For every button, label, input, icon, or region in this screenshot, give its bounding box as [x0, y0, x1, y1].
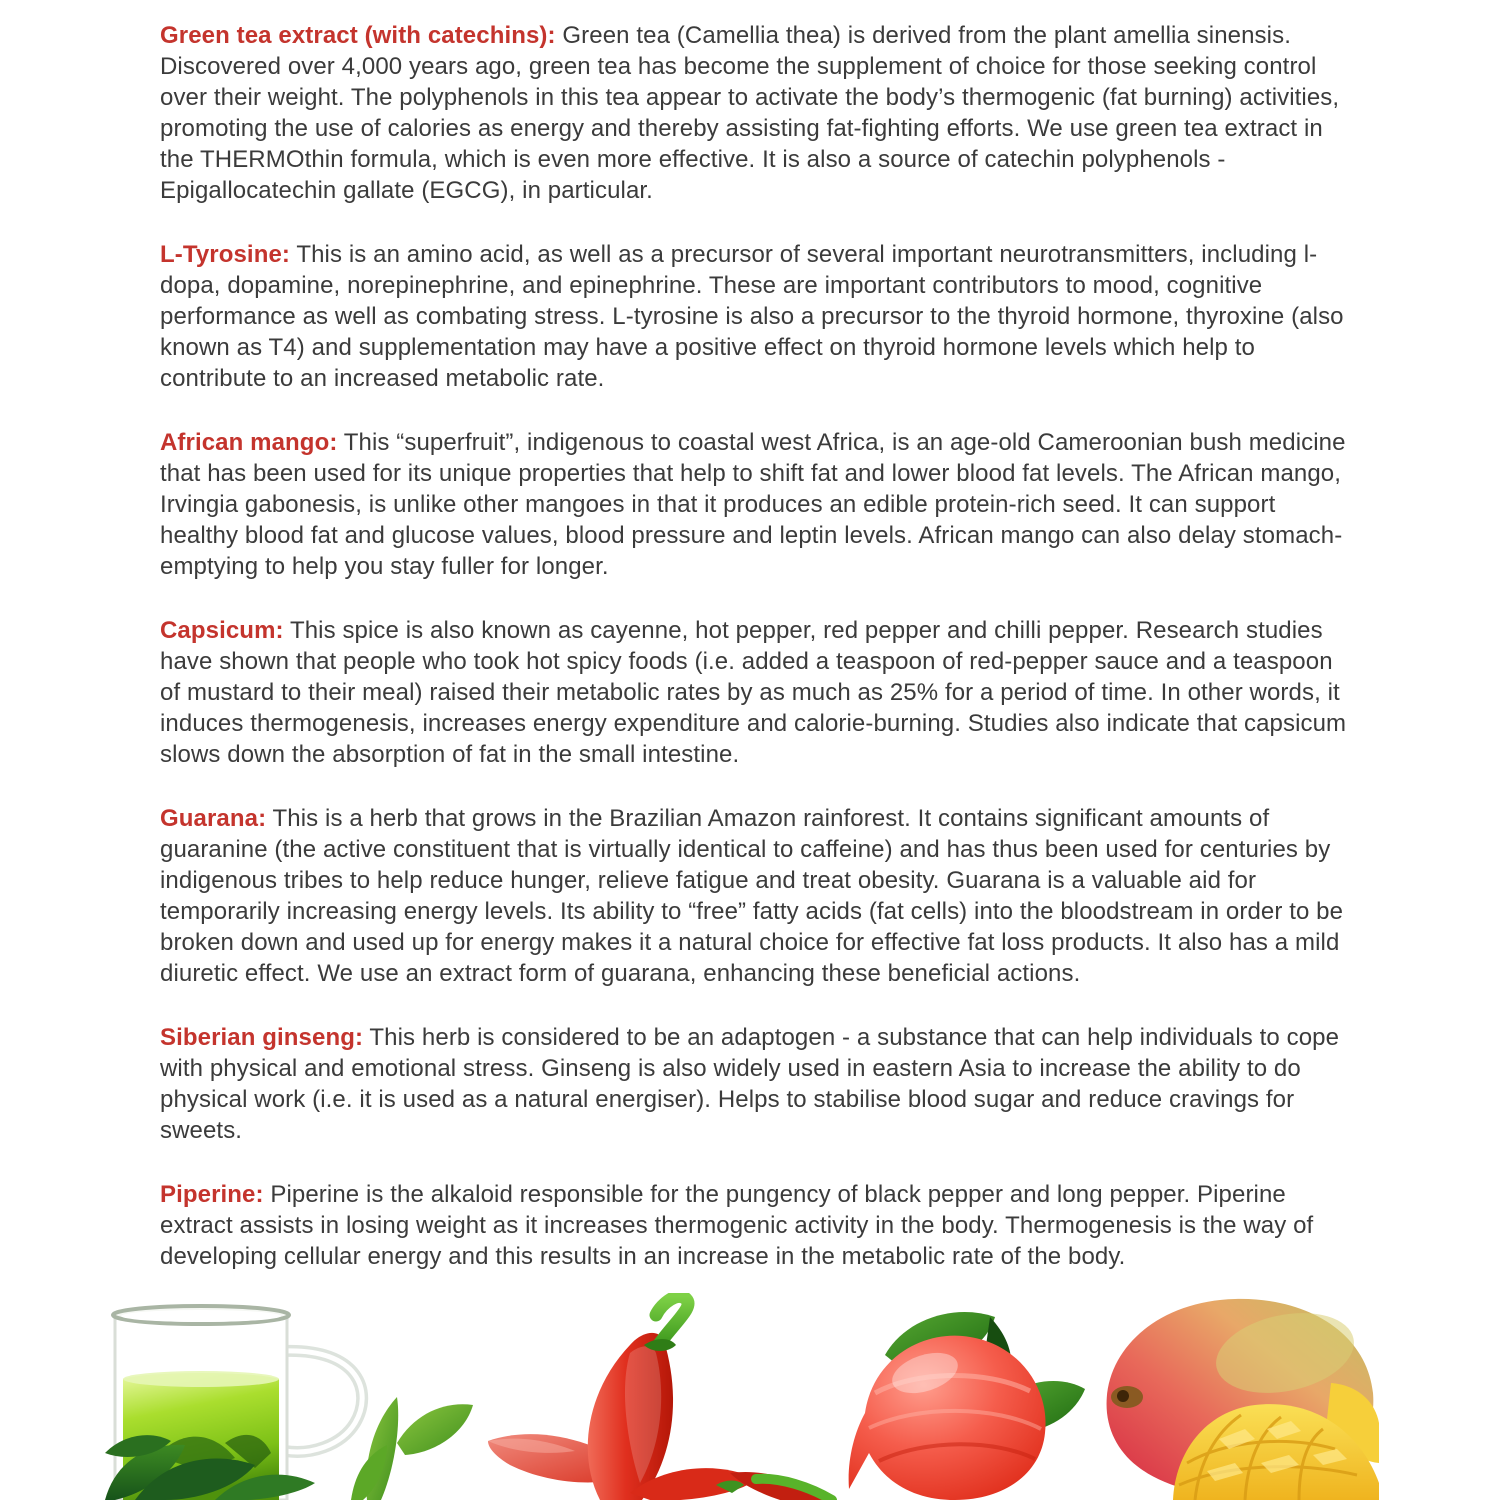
- paragraph-green-tea-extract: [160, 20, 1350, 206]
- paragraph-african-mango: [160, 427, 1350, 582]
- body-piperine: Piperine is the alkaloid responsible for the pungency of black pepper and long pepper. Piperine extract assists in losing weight as it increases thermogenic activity in the body. Thermogenesis is the way of developing cellular energy and this results in an increase in the metabolic rate of the body.: [160, 1181, 1314, 1270]
- heading-piperine: Piperine:: [160, 1181, 264, 1208]
- african-mango-fruit-photo: [845, 1293, 1090, 1500]
- body-siberian-ginseng: This herb is considered to be an adaptogen - a substance that can help individuals to cope with physical and emotional stress. Ginseng is also widely used in eastern Asia to increase the ability to do physical work (i.e. it is used as a natural energiser). Helps to stabilise blood sugar and reduce cravings for sweets.: [160, 1024, 1340, 1144]
- red-chilli-peppers-photo: [480, 1293, 840, 1500]
- heading-siberian-ginseng: Siberian ginseng:: [160, 1024, 364, 1051]
- mango-with-slices-photo: [1095, 1293, 1380, 1500]
- body-guarana: This is a herb that grows in the Brazilian Amazon rainforest. It contains significant amounts of guaranine (the active constituent that is virtually identical to caffeine) and has thus been used for centuries by indigenous tribes to help reduce hunger, relieve fatigue and treat obesity. Guarana is a valuable aid for temporarily increasing energy levels. Its ability to “free” fatty acids (fat cells) into the bloodstream in order to be broken down and used up for energy makes it a natural choice for effective fat loss products. It also has a mild diuretic effect. We use an extract form of guarana, enhancing these beneficial actions.: [160, 805, 1344, 987]
- heading-african-mango: African mango:: [160, 429, 338, 456]
- ingredient-descriptions: [160, 20, 1350, 1305]
- heading-green-tea-extract: Green tea extract (with catechins):: [160, 22, 556, 49]
- body-l-tyrosine: This is an amino acid, as well as a precursor of several important neurotransmitters, including l-dopa, dopamine, norepinephrine, and epinephrine. These are important contributors to mood, cognitive performance as well as combating stress. L-tyrosine is also a precursor to the thyroid hormone, thyroxine (also known as T4) and supplementation may have a positive effect on thyroid hormone levels which help to contribute to an increased metabolic rate.: [160, 241, 1344, 392]
- green-tea-glass-photo: [105, 1293, 495, 1500]
- body-capsicum: This spice is also known as cayenne, hot pepper, red pepper and chilli pepper. Research studies have shown that people who took hot spicy foods (i.e. added a teaspoon of red-pepper sauce and a teaspoon of mustard to their meal) raised their metabolic rates by as much as 25% for a period of time. In other words, it induces thermogenesis, increases energy expenditure and calorie-burning. Studies also indicate that capsicum slows down the absorption of fat in the small intestine.: [160, 617, 1347, 768]
- paragraph-guarana: [160, 803, 1350, 989]
- paragraph-l-tyrosine: [160, 239, 1350, 394]
- paragraph-siberian-ginseng: [160, 1022, 1350, 1146]
- heading-capsicum: Capsicum:: [160, 617, 284, 644]
- heading-guarana: Guarana:: [160, 805, 267, 832]
- body-green-tea-extract: Green tea (Camellia thea) is derived from the plant amellia sinensis. Discovered over 4,000 years ago, green tea has become the supplement of choice for those seeking control over their weight. The polyphenols in this tea appear to activate the body’s thermogenic (fat burning) activities, promoting the use of calories as energy and thereby assisting fat-fighting efforts. We use green tea extract in the THERMOthin formula, which is even more effective. It is also a source of catechin polyphenols - Epigallocatechin gallate (EGCG), in particular.: [160, 22, 1340, 204]
- paragraph-piperine: [160, 1179, 1350, 1272]
- paragraph-capsicum: [160, 615, 1350, 770]
- body-african-mango: This “superfruit”, indigenous to coastal west Africa, is an age-old Cameroonian bush medicine that has been used for its unique properties that help to shift fat and lower blood fat levels. The African mango, Irvingia gabonesis, is unlike other mangoes in that it produces an edible protein-rich seed. It can support healthy blood fat and glucose values, blood pressure and leptin levels. African mango can also delay stomach-emptying to help you stay fuller for longer.: [160, 429, 1346, 580]
- heading-l-tyrosine: L-Tyrosine:: [160, 241, 290, 268]
- ingredient-photos-row: [0, 1293, 1500, 1500]
